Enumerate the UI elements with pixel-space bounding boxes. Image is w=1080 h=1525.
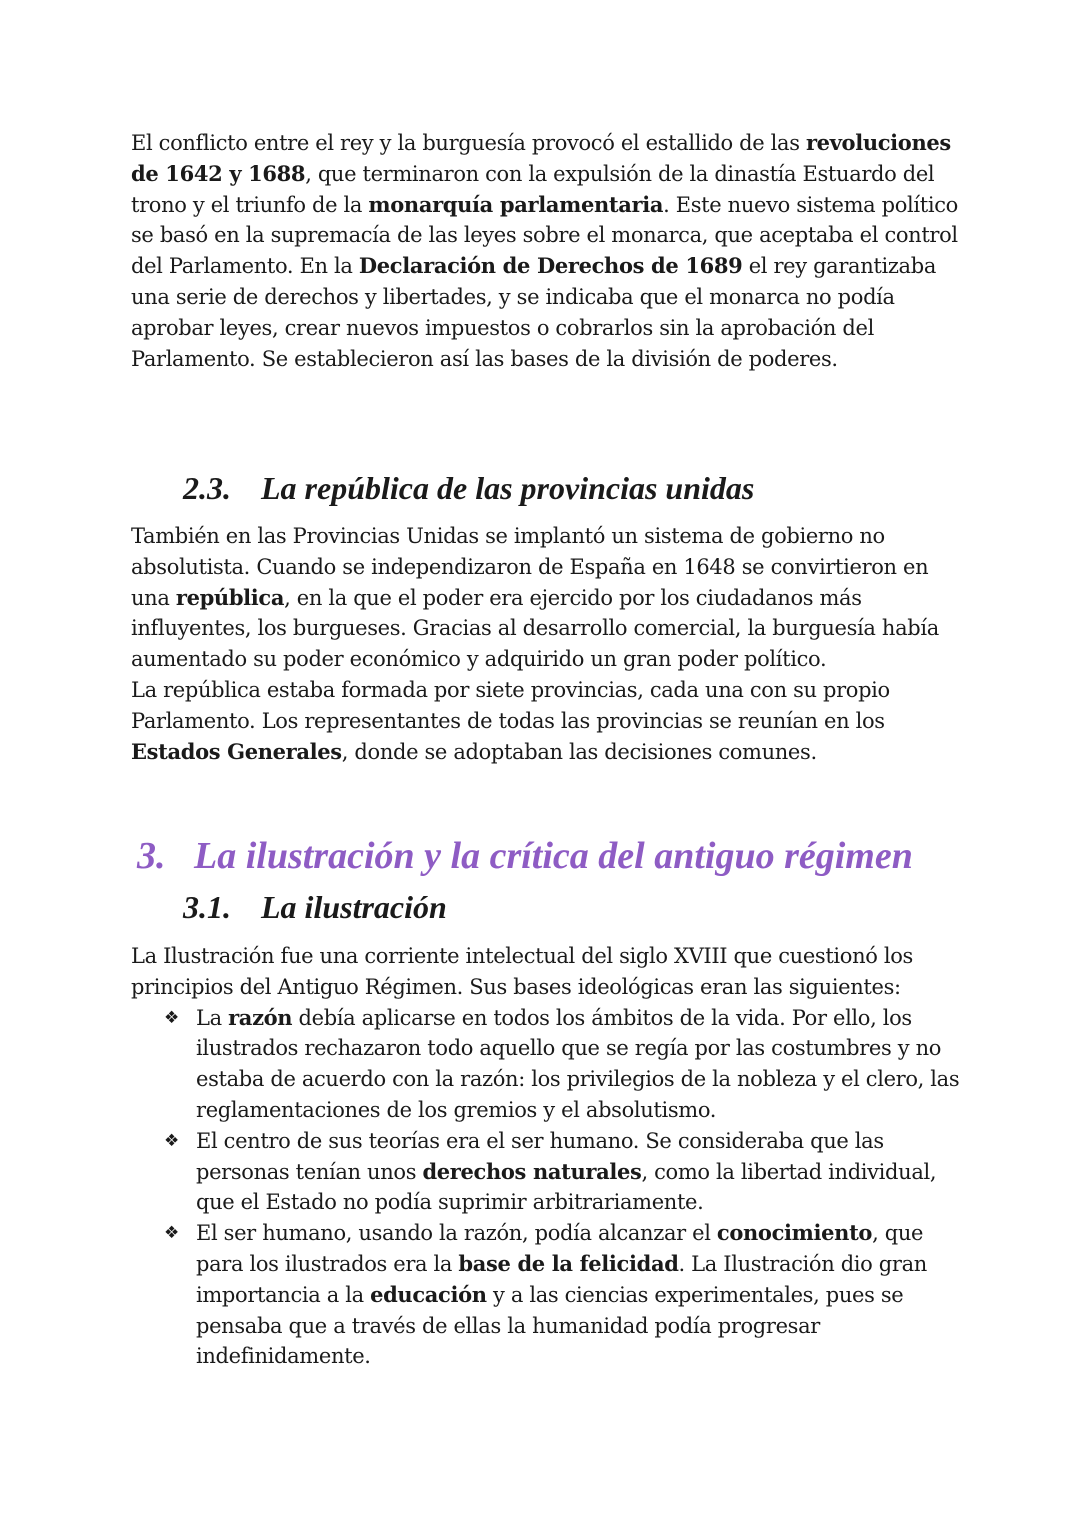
paragraph-english-revolutions: El conflicto entre el rey y la burguesía provocó el estallido de las revoluciones de 1642 y 1688, que terminaron con la expulsión de la dinastía Estuardo del trono y el triunfo de la monarquía parlamentaria. Este nuevo sistema político se basó en la supremacía de las leyes sobre el monarca, que aceptaba el control del Parlamento. En la Declaración de Derechos de 1689 el rey garantizaba una serie de derechos y libertades, y se indicaba que el monarca no podía aprobar leyes, crear nuevos impuestos o cobrarlos sin la aprobación del Parlamento. Se establecieron así las bases de la división de poderes. (131, 130, 958, 371)
ideological-bases-list (131, 1003, 961, 1373)
heading-section-3 (137, 834, 913, 878)
paragraph-estados-generales: La república estaba formada por siete provincias, cada una con su propio Parlamento. Los representantes de todas las provincias se reunían en los Estados Generales, donde se adoptaban las decisiones comunes. (131, 677, 890, 764)
list-item (164, 1218, 961, 1372)
heading-title: La ilustración y la crítica del antiguo régimen (194, 835, 913, 877)
heading-number: 3.1. (183, 889, 231, 925)
list-item (164, 1126, 961, 1218)
heading-title: La república de las provincias unidas (261, 470, 755, 506)
list-item (164, 1003, 961, 1126)
paragraph-provincias-unidas: También en las Provincias Unidas se implantó un sistema de gobierno no absolutista. Cuando se independizaron de España en 1648 se convirtieron en una república, en la que el poder era ejercido por los ciudadanos más influyentes, los burgueses. Gracias al desarrollo comercial, la burguesía había aumentado su poder económico y adquirido un gran poder político. (131, 524, 939, 672)
bold-term: Estados Generales (131, 738, 342, 764)
bold-term: educación (370, 1281, 487, 1307)
diamond-bullet-icon: ❖ (164, 1223, 179, 1244)
heading-number: 2.3. (183, 470, 231, 506)
section-2-2-conclusion (131, 128, 961, 374)
bold-term: monarquía parlamentaria (368, 191, 664, 217)
heading-section-2-3 (183, 470, 754, 507)
diamond-bullet-icon: ❖ (164, 1007, 179, 1028)
bold-term: base de la felicidad (458, 1250, 679, 1276)
bold-term: derechos naturales (422, 1158, 642, 1184)
bold-term: conocimiento (716, 1220, 873, 1246)
bold-term: revoluciones de 1642 y 1688 (131, 130, 951, 186)
heading-section-3-1 (183, 889, 447, 926)
bold-term: república (175, 584, 285, 610)
paragraph-ilustracion-intro: La Ilustración fue una corriente intelectual del siglo XVIII que cuestionó los principios del Antiguo Régimen. Sus bases ideológicas eran las siguientes: (131, 944, 913, 999)
list-item-text: El centro de sus teorías era el ser humano. Se consideraba que las personas tenían unos derechos naturales, como la libertad individual, que el Estado no podía suprimir arbitrariamente. (196, 1128, 937, 1215)
section-2-3-body (131, 521, 961, 767)
list-item-text: La razón debía aplicarse en todos los ámbitos de la vida. Por ello, los ilustrados rechazaron todo aquello que se regía por las costumbres y no estaba de acuerdo con la razón: los privilegios de la nobleza y el clero, las reglamentaciones de los gremios y el absolutismo. (196, 1004, 960, 1122)
heading-number: 3. (137, 835, 166, 877)
heading-title: La ilustración (261, 889, 447, 925)
bold-term: Declaración de Derechos de 1689 (358, 253, 743, 279)
section-3-1-body (131, 941, 961, 1372)
list-item-text: El ser humano, usando la razón, podía alcanzar el conocimiento, que para los ilustrados era la base de la felicidad. La Ilustración dio gran importancia a la educación y a las ciencias experimentales, pues se pensaba que a través de ellas la humanidad podía progresar indefinidamente. (196, 1220, 927, 1369)
diamond-bullet-icon: ❖ (164, 1130, 179, 1151)
bold-term: razón (228, 1004, 293, 1030)
